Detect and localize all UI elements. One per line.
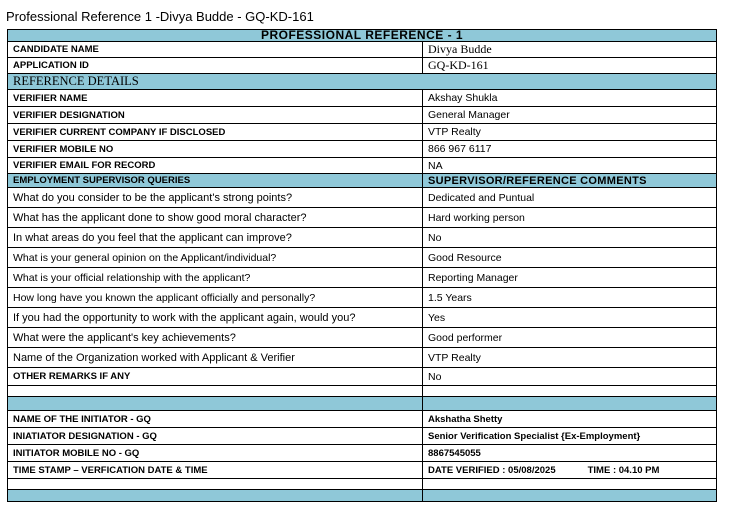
query-question: What were the applicant's key achievements? — [8, 328, 423, 348]
reference-form-table — [7, 29, 717, 502]
verifier-designation-label: VERIFIER DESIGNATION — [8, 107, 423, 124]
query-answer: Dedicated and Puntual — [423, 188, 717, 208]
initiator-designation-label: INIATIATOR DESIGNATION - GQ — [8, 428, 423, 445]
query-answer: Reporting Manager — [423, 268, 717, 288]
query-question: In what areas do you feel that the applicant can improve? — [8, 228, 423, 248]
application-id-label: APPLICATION ID — [8, 58, 423, 74]
query-answer: No — [423, 228, 717, 248]
band-cell — [8, 490, 423, 502]
timestamp-value — [423, 462, 717, 479]
queries-header-right: SUPERVISOR/REFERENCE COMMENTS — [423, 174, 717, 188]
queries-header-row — [8, 174, 717, 188]
queries-header-left: EMPLOYMENT SUPERVISOR QUERIES — [8, 174, 423, 188]
query-row — [8, 308, 717, 328]
initiator-row — [8, 411, 717, 428]
initiator-row — [8, 428, 717, 445]
query-row — [8, 228, 717, 248]
initiator-row — [8, 445, 717, 462]
query-answer: Hard working person — [423, 208, 717, 228]
candidate-name-row — [8, 42, 717, 58]
verifier-mobile-label: VERIFIER MOBILE NO — [8, 141, 423, 158]
spacer-row — [8, 386, 717, 397]
timestamp-row — [8, 462, 717, 479]
reference-section-title: REFERENCE DETAILS — [8, 74, 717, 90]
other-remarks-value: No — [423, 368, 717, 386]
query-row — [8, 188, 717, 208]
query-row — [8, 248, 717, 268]
form-title-row — [8, 30, 717, 42]
verified-time: TIME : 04.10 PM — [587, 464, 660, 476]
band-cell — [423, 490, 717, 502]
query-row — [8, 288, 717, 308]
verifier-mobile-value: 866 967 6117 — [423, 141, 717, 158]
verifier-row — [8, 158, 717, 174]
verifier-row — [8, 124, 717, 141]
spacer-cell — [8, 386, 423, 397]
initiator-mobile-value: 8867545055 — [423, 445, 717, 462]
spacer-cell — [423, 479, 717, 490]
query-answer: Good performer — [423, 328, 717, 348]
candidate-name-value: Divya Budde — [423, 42, 717, 58]
query-answer: VTP Realty — [423, 348, 717, 368]
query-row — [8, 268, 717, 288]
application-id-row — [8, 58, 717, 74]
band-row — [8, 490, 717, 502]
query-question: How long have you known the applicant officially and personally? — [8, 288, 423, 308]
query-question: What is your official relationship with the applicant? — [8, 268, 423, 288]
form-title: PROFESSIONAL REFERENCE - 1 — [8, 30, 717, 42]
verifier-name-label: VERIFIER NAME — [8, 90, 423, 107]
other-remarks-row — [8, 368, 717, 386]
reference-section-row — [8, 74, 717, 90]
document-title: Professional Reference 1 -Divya Budde - GQ-KD-161 — [6, 9, 314, 24]
query-row — [8, 208, 717, 228]
query-question: What do you consider to be the applicant's strong points? — [8, 188, 423, 208]
initiator-name-label: NAME OF THE INITIATOR - GQ — [8, 411, 423, 428]
query-question: What has the applicant done to show good moral character? — [8, 208, 423, 228]
query-question: What is your general opinion on the Applicant/individual? — [8, 248, 423, 268]
query-question: Name of the Organization worked with Applicant & Verifier — [8, 348, 423, 368]
verified-date: DATE VERIFIED : 05/08/2025 — [428, 464, 556, 476]
query-answer: 1.5 Years — [423, 288, 717, 308]
candidate-name-label: CANDIDATE NAME — [8, 42, 423, 58]
other-remarks-label: OTHER REMARKS IF ANY — [8, 368, 423, 386]
verifier-email-label: VERIFIER EMAIL FOR RECORD — [8, 158, 423, 174]
verifier-company-label: VERIFIER CURRENT COMPANY IF DISCLOSED — [8, 124, 423, 141]
verifier-company-value: VTP Realty — [423, 124, 717, 141]
timestamp-label: TIME STAMP – VERFICATION DATE & TIME — [8, 462, 423, 479]
initiator-name-value: Akshatha Shetty — [423, 411, 717, 428]
query-row — [8, 328, 717, 348]
verifier-row — [8, 107, 717, 124]
spacer-cell — [8, 479, 423, 490]
application-id-value: GQ-KD-161 — [423, 58, 717, 74]
verifier-row — [8, 141, 717, 158]
band-row — [8, 397, 717, 411]
verifier-row — [8, 90, 717, 107]
initiator-mobile-label: INITIATOR MOBILE NO - GQ — [8, 445, 423, 462]
band-cell — [423, 397, 717, 411]
band-cell — [8, 397, 423, 411]
query-answer: Good Resource — [423, 248, 717, 268]
verifier-email-value: NA — [423, 158, 717, 174]
query-question: If you had the opportunity to work with the applicant again, would you? — [8, 308, 423, 328]
spacer-cell — [423, 386, 717, 397]
spacer-row — [8, 479, 717, 490]
initiator-designation-value: Senior Verification Specialist {Ex-Employment} — [423, 428, 717, 445]
query-row — [8, 348, 717, 368]
verifier-designation-value: General Manager — [423, 107, 717, 124]
verifier-name-value: Akshay Shukla — [423, 90, 717, 107]
query-answer: Yes — [423, 308, 717, 328]
